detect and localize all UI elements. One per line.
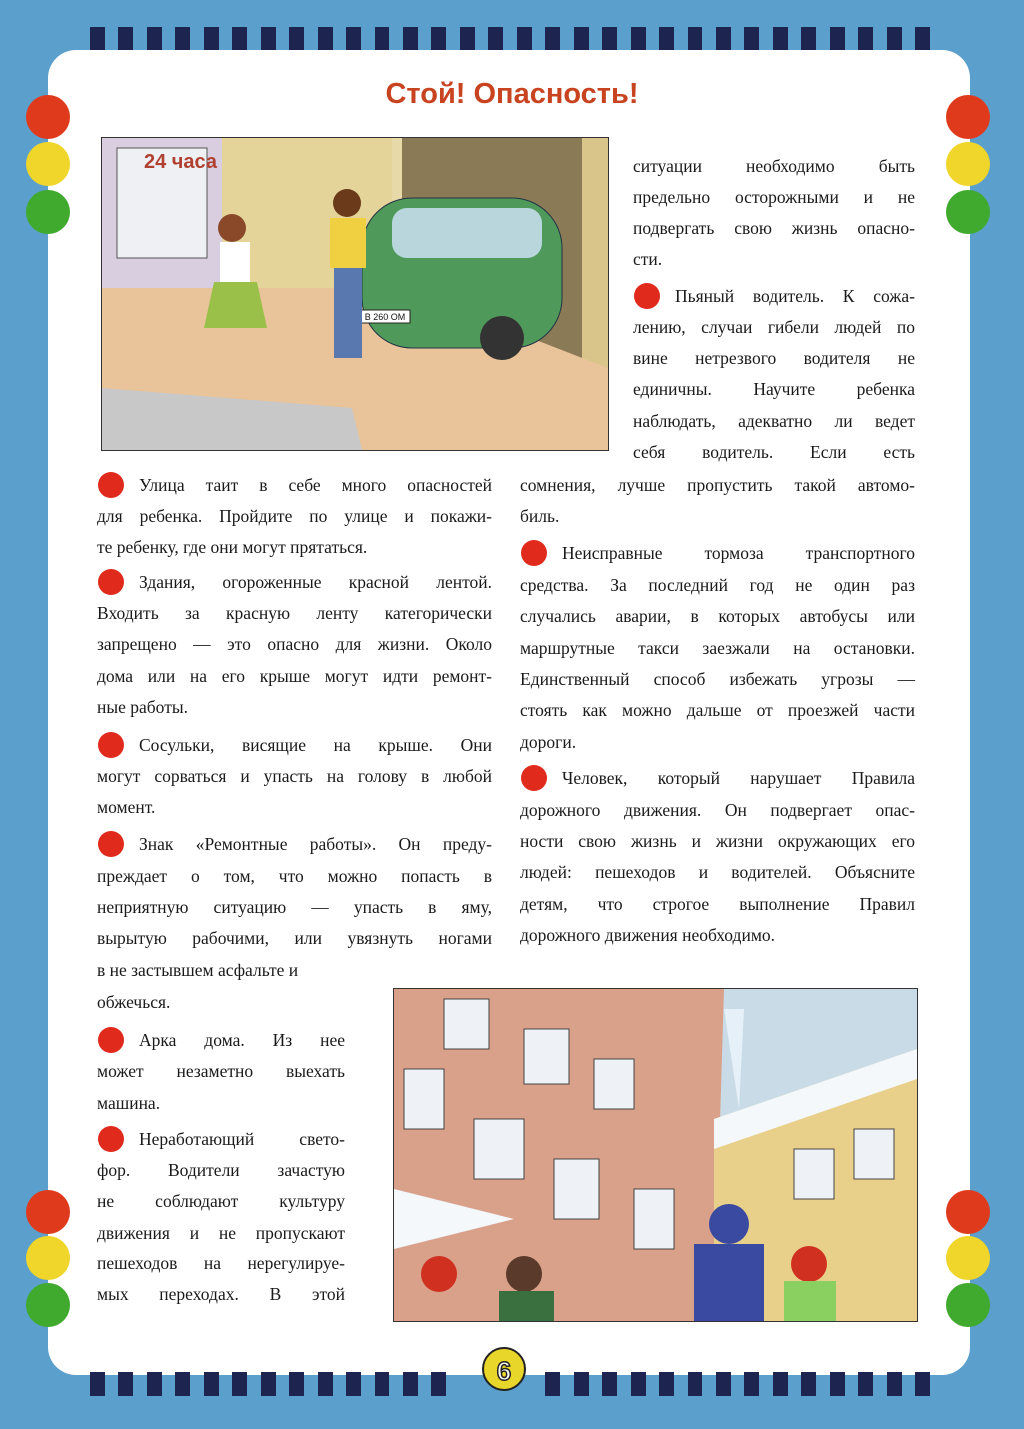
- dash-mark: [118, 1372, 133, 1396]
- paragraph-line: детям, что строгое выполнение Правил: [520, 894, 915, 914]
- dash-mark: [175, 1372, 190, 1396]
- dash-mark: [346, 27, 361, 51]
- paragraph-line: машина.: [97, 1093, 161, 1113]
- traffic-light-red-icon: [26, 1190, 70, 1234]
- dash-mark: [631, 27, 646, 51]
- dash-mark: [204, 27, 219, 51]
- paragraph-line: Неработающий свето-: [139, 1129, 345, 1149]
- paragraph-line: биль.: [520, 506, 560, 526]
- paragraph-line: людей: пешеходов и водителей. Объясните: [520, 862, 915, 882]
- dash-mark: [318, 1372, 333, 1396]
- dash-mark: [716, 1372, 731, 1396]
- traffic-light-yellow-icon: [26, 142, 70, 186]
- paragraph-line: преждает о том, что можно попасть в: [97, 866, 492, 886]
- bullet-icon: [98, 1126, 124, 1152]
- bullet-icon: [98, 732, 124, 758]
- dash-mark: [517, 27, 532, 51]
- dash-mark: [147, 27, 162, 51]
- paragraph-line: могут сорваться и упасть на голову в любой: [97, 766, 492, 786]
- paragraph-line: Пьяный водитель. К сожа-: [675, 286, 915, 306]
- illustration-street-car: [101, 137, 609, 451]
- paragraph-line: мых переходах. В этой: [97, 1284, 345, 1304]
- shop-sign: 24 часа: [144, 151, 218, 173]
- bullet-icon: [521, 765, 547, 791]
- dash-mark: [688, 27, 703, 51]
- dash-mark: [574, 27, 589, 51]
- dash-mark: [858, 1372, 873, 1396]
- dash-mark: [346, 1372, 361, 1396]
- dash-mark: [147, 1372, 162, 1396]
- dash-mark: [602, 1372, 617, 1396]
- dash-mark: [659, 27, 674, 51]
- dash-mark: [403, 27, 418, 51]
- paragraph-line: стоять как можно дальше от проезжей части: [520, 700, 915, 720]
- dash-mark: [232, 27, 247, 51]
- bullet-icon: [634, 283, 660, 309]
- paragraph-line: пешеходов на нерегулируе-: [97, 1253, 345, 1273]
- paragraph-line: в не застывшем асфальте и: [97, 960, 299, 980]
- paragraph-line: сомнения, лучше пропустить такой автомо-: [520, 475, 915, 495]
- paragraph-line: Здания, огороженные красной лентой.: [139, 572, 492, 592]
- paragraph-line: Сосульки, висящие на крыше. Они: [139, 735, 492, 755]
- paragraph-line: ности свою жизнь и жизни окружающих его: [520, 831, 915, 851]
- dash-mark: [801, 27, 816, 51]
- dash-mark: [460, 27, 475, 51]
- dash-mark: [887, 1372, 902, 1396]
- dash-mark: [915, 27, 930, 51]
- paragraph-line: вырытую рабочими, или увязнуть ногами: [97, 928, 492, 948]
- dash-mark: [431, 1372, 446, 1396]
- paragraph-line: себя водитель. Если есть: [633, 442, 915, 462]
- dash-mark: [431, 27, 446, 51]
- dash-mark: [773, 1372, 788, 1396]
- license-plate-text: В 260 ОМ: [364, 312, 406, 322]
- paragraph-line: Неисправные тормоза транспортного: [562, 543, 915, 563]
- dash-mark: [488, 27, 503, 51]
- illustration-icicles-building: [393, 988, 918, 1322]
- bullet-icon: [98, 569, 124, 595]
- traffic-light-green-icon: [946, 1283, 990, 1327]
- dash-mark: [773, 27, 788, 51]
- paragraph-line: неприятную ситуацию — упасть в яму,: [97, 897, 492, 917]
- paragraph-line: запрещено — это опасно для жизни. Около: [97, 634, 492, 654]
- paragraph-line: для ребенка. Пройдите по улице и покажи-: [97, 506, 492, 526]
- dash-mark: [375, 27, 390, 51]
- dash-mark: [318, 27, 333, 51]
- bullet-icon: [98, 831, 124, 857]
- paragraph-line: дома или на его крыше могут идти ремонт-: [97, 666, 492, 686]
- dash-mark: [801, 1372, 816, 1396]
- paragraph-line: обжечься.: [97, 992, 171, 1012]
- paragraph-line: случались аварии, в которых автобусы или: [520, 606, 915, 626]
- dash-mark: [403, 1372, 418, 1396]
- paragraph-line: фор. Водители зачастую: [97, 1160, 345, 1180]
- dash-mark: [744, 1372, 759, 1396]
- top-dash-border: [90, 27, 930, 51]
- dash-mark: [90, 1372, 105, 1396]
- paragraph-line: Входить за красную ленту категорически: [97, 603, 492, 623]
- paragraph-line: дорожного движения необходимо.: [520, 925, 776, 945]
- paragraph-line: Улица таит в себе много опасностей: [139, 475, 492, 495]
- paragraph-line: сти.: [633, 249, 663, 269]
- page-title: Стой! Опасность!: [385, 78, 639, 110]
- paragraph-line: не соблюдают культуру: [97, 1191, 345, 1211]
- dash-mark: [261, 27, 276, 51]
- dash-mark: [858, 27, 873, 51]
- dash-mark: [545, 1372, 560, 1396]
- dash-mark: [118, 27, 133, 51]
- dash-mark: [261, 1372, 276, 1396]
- dash-mark: [915, 1372, 930, 1396]
- paragraph-line: Единственный способ избежать угрозы —: [520, 669, 915, 689]
- dash-mark: [744, 27, 759, 51]
- paragraph-line: ные работы.: [97, 697, 188, 717]
- dash-mark: [289, 27, 304, 51]
- paragraph-line: единичны. Научите ребенка: [633, 379, 915, 399]
- dash-mark: [631, 1372, 646, 1396]
- paragraph-line: момент.: [97, 797, 156, 817]
- paragraph-line: те ребенку, где они могут прятаться.: [97, 537, 368, 557]
- dash-mark: [602, 27, 617, 51]
- traffic-light-red-icon: [946, 1190, 990, 1234]
- dash-mark: [90, 27, 105, 51]
- paragraph-line: подвергать свою жизнь опасно-: [633, 218, 915, 238]
- paragraph-line: дорожного движения. Он подвергает опас-: [520, 800, 915, 820]
- paragraph-line: дороги.: [520, 732, 577, 752]
- paragraph-line: может незаметно выехать: [97, 1061, 345, 1081]
- dash-mark: [830, 1372, 845, 1396]
- dash-mark: [659, 1372, 674, 1396]
- paragraph-line: движения и не пропускают: [97, 1223, 345, 1243]
- dash-mark: [716, 27, 731, 51]
- paragraph-line: ситуации необходимо быть: [633, 156, 915, 176]
- traffic-light-yellow-icon: [946, 1236, 990, 1280]
- dash-mark: [887, 27, 902, 51]
- dash-mark: [574, 1372, 589, 1396]
- paragraph-line: Арка дома. Из нее: [139, 1030, 345, 1050]
- paragraph-line: предельно осторожными и не: [633, 187, 915, 207]
- bullet-icon: [98, 472, 124, 498]
- paragraph-line: Человек, который нарушает Правила: [562, 768, 915, 788]
- traffic-light-yellow-icon: [946, 142, 990, 186]
- dash-mark: [289, 1372, 304, 1396]
- paragraph-line: средства. За последний год не один раз: [520, 575, 915, 595]
- bullet-icon: [98, 1027, 124, 1053]
- paragraph-line: маршрутные такси заезжали на остановки.: [520, 638, 915, 658]
- dash-mark: [175, 27, 190, 51]
- paragraph-line: наблюдать, адекватно ли ведет: [633, 411, 915, 431]
- paragraph-line: вине нетрезвого водителя не: [633, 348, 915, 368]
- bullet-icon: [521, 540, 547, 566]
- dash-mark: [830, 27, 845, 51]
- traffic-light-green-icon: [26, 190, 70, 234]
- dash-mark: [375, 1372, 390, 1396]
- traffic-light-green-icon: [26, 1283, 70, 1327]
- paragraph-line: Знак «Ремонтные работы». Он преду-: [139, 834, 492, 854]
- page-number: 6: [482, 1347, 526, 1391]
- dash-mark: [204, 1372, 219, 1396]
- dash-mark: [545, 27, 560, 51]
- paragraph-line: лению, случаи гибели людей по: [633, 317, 915, 337]
- dash-mark: [688, 1372, 703, 1396]
- dash-mark: [232, 1372, 247, 1396]
- traffic-light-green-icon: [946, 190, 990, 234]
- traffic-light-yellow-icon: [26, 1236, 70, 1280]
